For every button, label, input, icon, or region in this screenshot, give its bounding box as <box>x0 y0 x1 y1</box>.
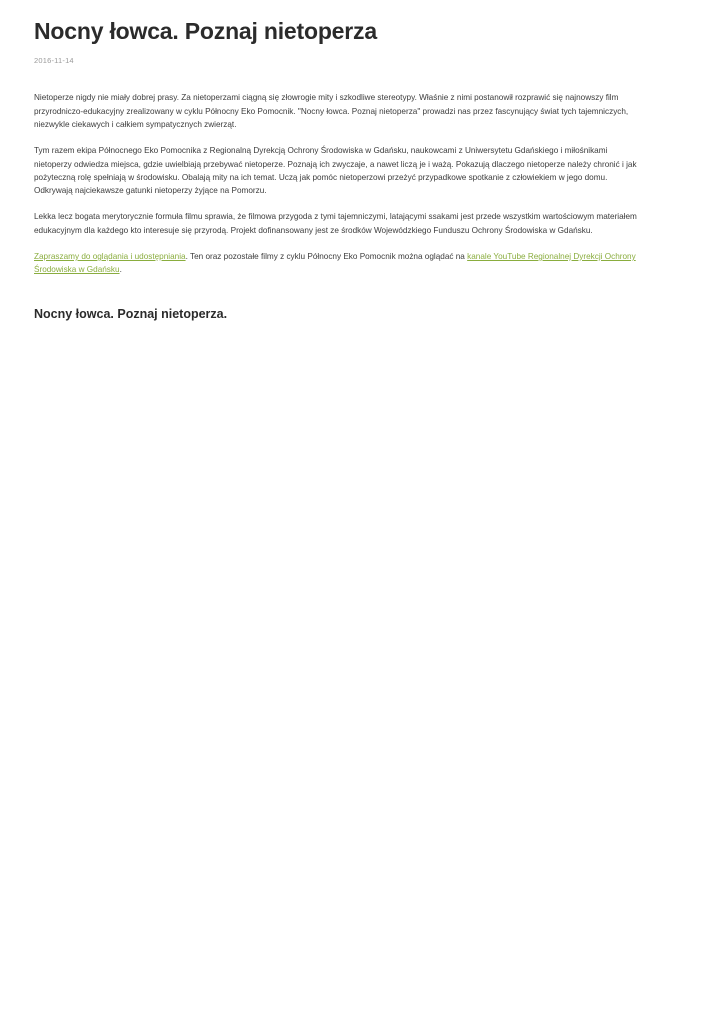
youtube-channel-link[interactable]: kanale YouTube Regionalnej Dyrekcji Ochrony Środowiska w Gdańsku <box>34 251 636 275</box>
article-body <box>34 91 695 276</box>
share-invitation-link[interactable]: Zapraszamy do oglądania i udostępniania <box>34 251 186 261</box>
paragraph-3: Lekka lecz bogata merytorycznie formuła filmu sprawia, że filmowa przygoda z tymi tajemniczymi, latającymi ssakami jest przede wszystkim wartościowym materiałem edukacyjnym dla każdego kto interesuje się przyrodą. Projekt dofinansowany jest ze środków Wojewódzkiego Funduszu Ochrony Środowiska w Gdańsku. <box>34 212 637 235</box>
paragraph-2: Tym razem ekipa Północnego Eko Pomocnika z Regionalną Dyrekcją Ochrony Środowiska w Gdańsku, naukowcami z Uniwersytetu Gdańskiego i miłośnikami nietoperzy odwiedza miejsca, gdzie uwielbiają przebywać nietoperze. Poznają ich zwyczaje, a nawet liczą je i ważą. Pokazują dlaczego nietoperze należy chronić i jak pożyteczną rolę spełniają w środowisku. Obalają mity na ich temat. Uczą jak pomóc nietoperzowi przeżyć przypadkowe spotkanie z człowiekiem w jego domu. Odkrywają najciekawsze gatunki nietoperzy żyjące na Pomorzu. <box>34 146 637 196</box>
publish-date: 2016-11-14 <box>34 56 74 66</box>
paragraph-1: Nietoperze nigdy nie miały dobrej prasy. Za nietoperzami ciągną się złowrogie mity i szkodliwe stereotypy. Właśnie z nimi postanowił rozprawić się najnowszy film przyrodniczo-edukacyjny zrealizowany w cyklu Północny Eko Pomocnik. "Nocny łowca. Poznaj nietoperza" prowadzi nas przez fascynujący świat tych tajemniczych, niezwykle ciekawych i całkiem sympatycznych zwierząt. <box>34 93 629 129</box>
paragraph-closing <box>34 250 644 277</box>
video-subheading: Nocny łowca. Poznaj nietoperza. <box>34 306 228 321</box>
page-title: Nocny łowca. Poznaj nietoperza <box>34 18 377 44</box>
closing-text-end: . <box>119 265 122 275</box>
closing-text-middle: . Ten oraz pozostałe filmy z cyklu Północny Eko Pomocnik można oglądać na <box>185 251 468 261</box>
